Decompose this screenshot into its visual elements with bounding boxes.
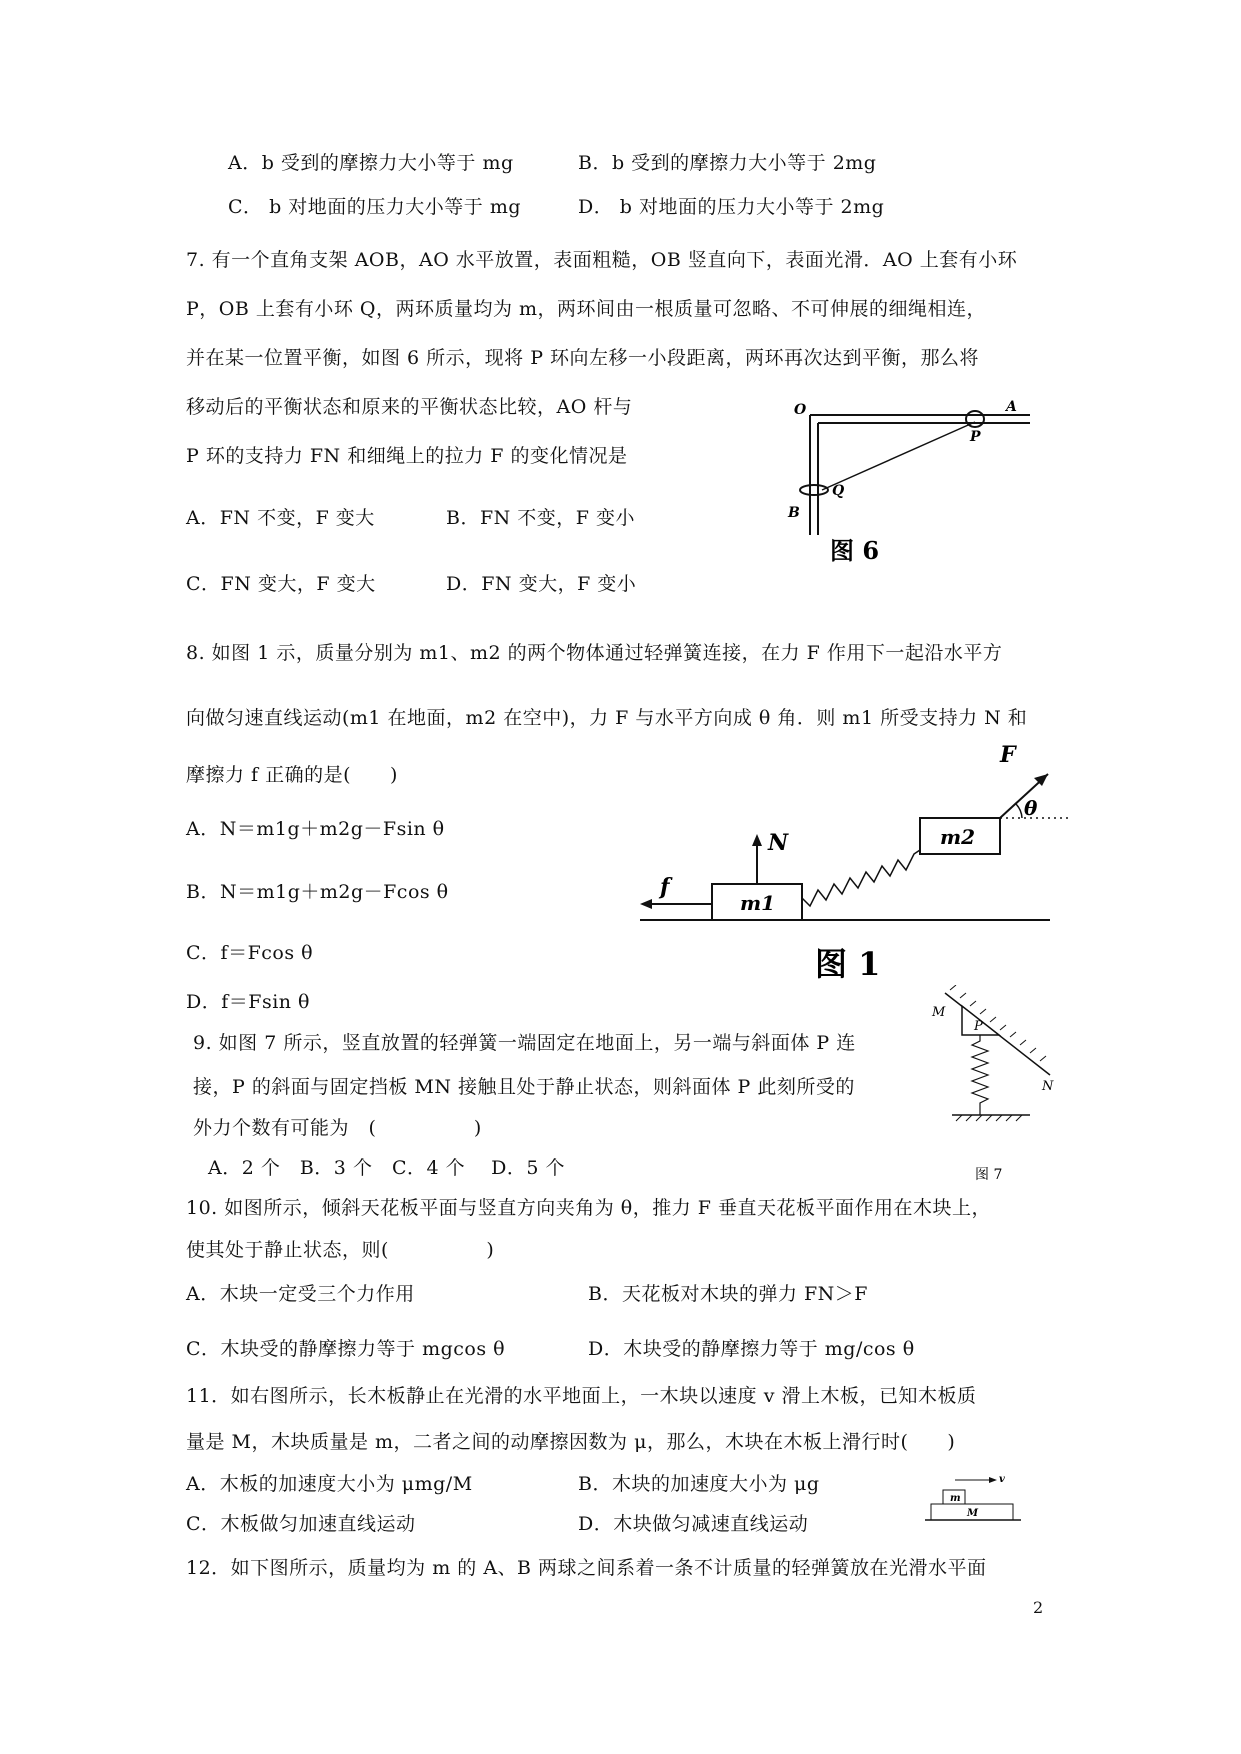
- q7-text-line4: 移动后的平衡状态和原来的平衡状态比较，AO 杆与: [186, 396, 633, 418]
- figure-6-caption: 图 6: [830, 536, 880, 565]
- q8-option-b: B．N＝m1g＋m2g－Fcos θ: [186, 881, 449, 903]
- figure-6-label-a: A: [1006, 399, 1017, 415]
- q6-option-d: D． b 对地面的压力大小等于 2mg: [578, 196, 885, 218]
- q10-option-c: C．木块受的静摩擦力等于 mgcos θ: [186, 1338, 506, 1360]
- q7-text-line5: P 环的支持力 FN 和细绳上的拉力 F 的变化情况是: [186, 445, 628, 467]
- q9-text-line3: 外力个数有可能为 ( ): [193, 1117, 482, 1139]
- figure-q11: [925, 1470, 1025, 1532]
- figure-1-label-friction: f: [660, 874, 670, 900]
- q7-text-line3: 并在某一位置平衡，如图 6 所示，现将 P 环向左移一小段距离，两环再次达到平衡，那么将: [186, 347, 980, 369]
- figure-1-label-force-f: F: [1000, 742, 1016, 768]
- figure-7-label-n: N: [1042, 1079, 1054, 1094]
- q7-option-d: D．FN 变大，F 变小: [446, 573, 637, 595]
- figure-6-label-q: Q: [832, 483, 845, 499]
- q6-option-a: A．b 受到的摩擦力大小等于 mg: [228, 152, 514, 174]
- q8-option-d: D．f＝Fsin θ: [186, 991, 310, 1013]
- q8-text-line2: 向做匀速直线运动(m1 在地面，m2 在空中)，力 F 与水平方向成 θ 角．则 m1 所受支持力 N 和: [186, 707, 1028, 729]
- q11-option-a: A．木板的加速度大小为 μmg/M: [186, 1473, 473, 1495]
- q11-option-c: C．木板做匀加速直线运动: [186, 1513, 416, 1535]
- q10-option-b: B．天花板对木块的弹力 FN＞F: [588, 1283, 868, 1305]
- q9-options: A．2 个 B．3 个 C．4 个 D．5 个: [208, 1157, 566, 1179]
- figure-q11-label-m: m: [950, 1493, 961, 1504]
- figure-7: [930, 985, 1060, 1185]
- q6-option-b: B．b 受到的摩擦力大小等于 2mg: [578, 152, 877, 174]
- q8-option-c: C．f＝Fcos θ: [186, 942, 314, 964]
- figure-1-label-n: N: [768, 830, 789, 856]
- figure-6-label-b: B: [788, 505, 800, 521]
- q9-text-line1: 9. 如图 7 所示，竖直放置的轻弹簧一端固定在地面上，另一端与斜面体 P 连: [193, 1032, 856, 1054]
- figure-1-label-m2: m2: [940, 825, 976, 849]
- q7-text-line2: P，OB 上套有小环 Q，两环质量均为 m，两环间由一根质量可忽略、不可伸展的细绳相连，: [186, 298, 987, 320]
- figure-q11-label-v: v: [999, 1474, 1005, 1485]
- q9-text-line2: 接，P 的斜面与固定挡板 MN 接触且处于静止状态，则斜面体 P 此刻所受的: [193, 1076, 855, 1098]
- q11-option-d: D．木块做匀减速直线运动: [578, 1513, 809, 1535]
- q10-option-a: A．木块一定受三个力作用: [186, 1283, 415, 1305]
- figure-q11-label-big-m: M: [967, 1508, 979, 1519]
- figure-1: [630, 738, 1075, 983]
- q7-option-b: B．FN 不变，F 变小: [446, 507, 636, 529]
- q11-option-b: B．木块的加速度大小为 μg: [578, 1473, 820, 1495]
- figure-7-label-p: P: [974, 1019, 983, 1034]
- q7-option-a: A．FN 不变，F 变大: [186, 507, 375, 529]
- figure-1-caption: 图 1: [815, 945, 881, 983]
- figure-6-label-p: P: [970, 429, 981, 445]
- q11-text-line2: 量是 M，木块质量是 m，二者之间的动摩擦因数为 μ，那么，木块在木板上滑行时( ): [186, 1431, 956, 1453]
- q10-text-line1: 10. 如图所示，倾斜天花板平面与竖直方向夹角为 θ，推力 F 垂直天花板平面作用在木块上，: [186, 1197, 991, 1219]
- q10-text-line2: 使其处于静止状态，则( ): [186, 1239, 495, 1261]
- figure-6-label-o: O: [794, 402, 807, 418]
- figure-1-label-theta: θ: [1024, 796, 1038, 820]
- figure-6: [780, 395, 1040, 575]
- q6-option-c: C． b 对地面的压力大小等于 mg: [228, 196, 521, 218]
- q8-option-a: A．N＝m1g＋m2g－Fsin θ: [186, 818, 445, 840]
- figure-1-label-m1: m1: [740, 891, 776, 915]
- q8-text-line1: 8. 如图 1 示，质量分别为 m1、m2 的两个物体通过轻弹簧连接，在力 F 作用下一起沿水平方: [186, 642, 1003, 664]
- q10-option-d: D．木块受的静摩擦力等于 mg/cos θ: [588, 1338, 915, 1360]
- figure-7-label-m: M: [932, 1005, 946, 1020]
- q12-text-line1: 12．如下图所示，质量均为 m 的 A、B 两球之间系着一条不计质量的轻弹簧放在光滑水平面: [186, 1557, 987, 1579]
- figure-7-caption: 图 7: [975, 1167, 1003, 1183]
- q8-text-line3: 摩擦力 f 正确的是( ): [186, 764, 398, 786]
- q11-text-line1: 11．如右图所示，长木板静止在光滑的水平地面上，一木块以速度 v 滑上木板，已知木板质: [186, 1385, 977, 1407]
- q7-option-c: C．FN 变大，F 变大: [186, 573, 376, 595]
- q7-text-line1: 7. 有一个直角支架 AOB，AO 水平放置，表面粗糙，OB 竖直向下，表面光滑．AO 上套有小环: [186, 249, 1018, 271]
- page-number: 2: [1033, 1598, 1044, 1617]
